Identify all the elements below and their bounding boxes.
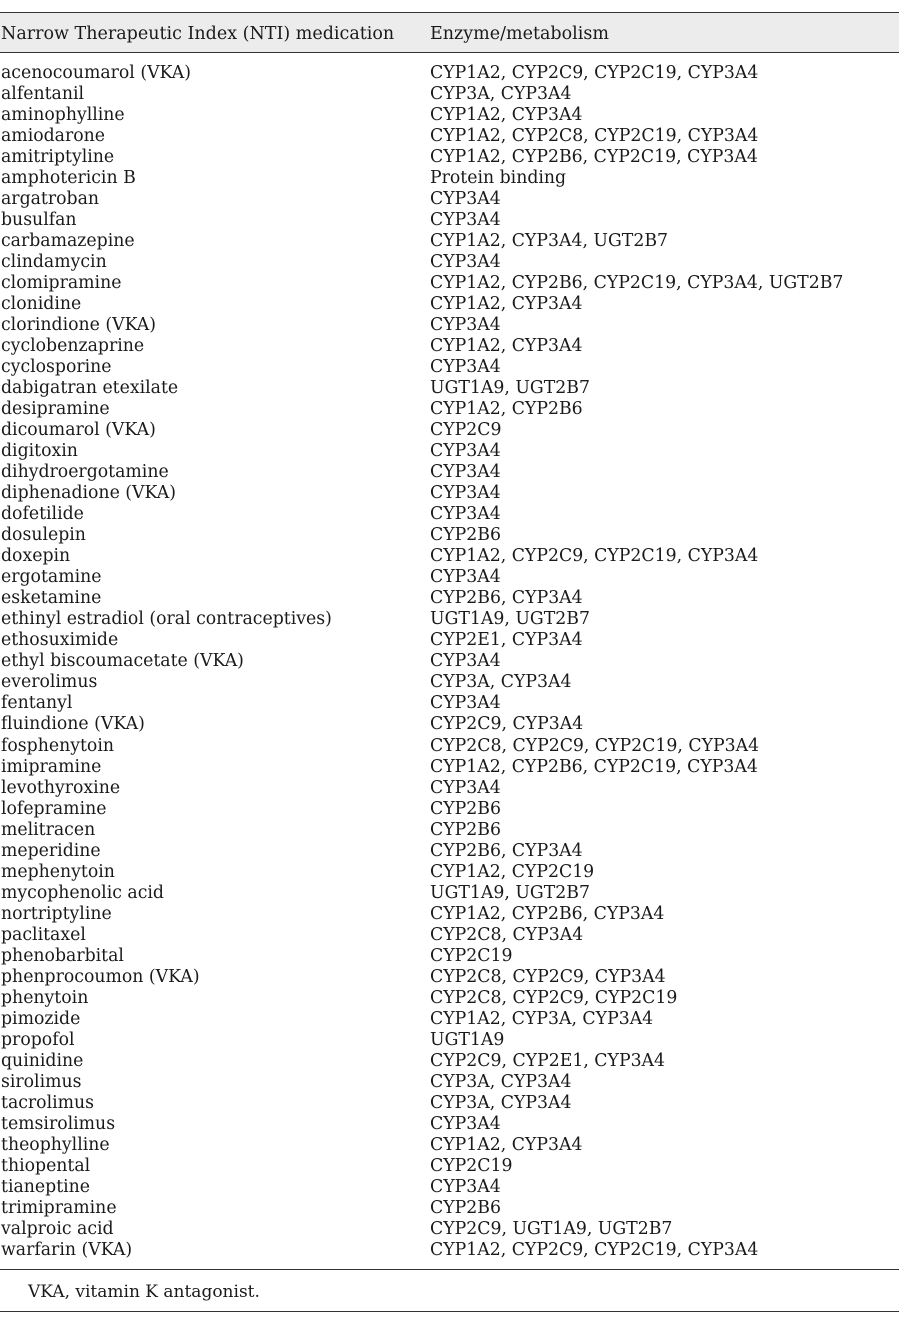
- table-row: [0, 546, 899, 567]
- medication-cell: digitoxin: [1, 441, 78, 462]
- medication-cell: mephenytoin: [1, 861, 115, 882]
- table-header: [0, 13, 899, 53]
- enzyme-cell: CYP3A4: [430, 483, 501, 504]
- table-row: [0, 841, 899, 862]
- table-body: [0, 53, 899, 1261]
- table-row: [0, 483, 899, 504]
- medication-cell: thiopental: [1, 1155, 91, 1176]
- enzyme-cell: CYP1A2, CYP2B6, CYP2C19, CYP3A4: [430, 756, 758, 777]
- medication-cell: aminophylline: [1, 105, 125, 126]
- enzyme-cell: CYP1A2, CYP2B6, CYP2C19, CYP3A4, UGT2B7: [430, 273, 844, 294]
- table-row: [0, 357, 899, 378]
- enzyme-cell: CYP2B6: [430, 1197, 501, 1218]
- table-row: [0, 988, 899, 1009]
- enzyme-cell: CYP1A2, CYP3A4, UGT2B7: [430, 231, 669, 252]
- enzyme-cell: CYP2C8, CYP3A4: [430, 924, 584, 945]
- medication-cell: dofetilide: [1, 504, 84, 525]
- enzyme-cell: CYP1A2, CYP2B6, CYP2C19, CYP3A4: [430, 147, 758, 168]
- medication-cell: phenobarbital: [1, 945, 124, 966]
- enzyme-cell: CYP1A2, CYP3A4: [430, 105, 583, 126]
- table-row: [0, 336, 899, 357]
- enzyme-cell: CYP1A2, CYP3A4: [430, 294, 583, 315]
- medication-cell: acenocoumarol (VKA): [1, 63, 191, 83]
- medication-cell: amitriptyline: [1, 147, 115, 168]
- header-medication: Narrow Therapeutic Index (NTI) medication: [1, 24, 395, 44]
- table-row: [0, 1219, 899, 1240]
- medication-cell: theophylline: [1, 1134, 110, 1155]
- medication-cell: diphenadione (VKA): [1, 483, 176, 504]
- medication-cell: dabigatran etexilate: [1, 378, 179, 399]
- enzyme-cell: CYP3A4: [430, 567, 501, 588]
- enzyme-cell: CYP2B6, CYP3A4: [430, 588, 583, 609]
- table-row: [0, 714, 899, 735]
- medication-cell: propofol: [1, 1029, 75, 1050]
- table-row: [0, 1135, 899, 1156]
- medication-cell: dihydroergotamine: [1, 462, 169, 483]
- medication-cell: lofepramine: [1, 798, 107, 819]
- medication-cell: temsirolimus: [1, 1113, 116, 1134]
- enzyme-cell: CYP3A4: [430, 210, 501, 231]
- medication-cell: desipramine: [1, 399, 110, 420]
- enzyme-cell: CYP1A2, CYP2C9, CYP2C19, CYP3A4: [430, 63, 759, 83]
- table-row: [0, 630, 899, 651]
- medication-cell: ethinyl estradiol (oral contraceptives): [1, 609, 332, 630]
- table-row: [0, 1072, 899, 1093]
- medication-cell: dicoumarol (VKA): [1, 420, 156, 441]
- enzyme-cell: CYP3A, CYP3A4: [430, 1071, 572, 1092]
- medication-cell: fluindione (VKA): [1, 714, 145, 735]
- enzyme-cell: CYP3A4: [430, 1113, 501, 1134]
- table-row: [0, 105, 899, 126]
- enzyme-cell: CYP1A2, CYP2B6, CYP3A4: [430, 903, 665, 924]
- table-row: [0, 862, 899, 883]
- table-row: [0, 189, 899, 210]
- enzyme-cell: CYP3A4: [430, 777, 501, 798]
- enzyme-cell: CYP2E1, CYP3A4: [430, 630, 583, 651]
- table-row: [0, 736, 899, 757]
- medication-cell: quinidine: [1, 1050, 84, 1071]
- enzyme-cell: CYP3A4: [430, 651, 501, 672]
- table-row: [0, 84, 899, 105]
- medication-cell: mycophenolic acid: [1, 882, 164, 903]
- medication-cell: imipramine: [1, 756, 102, 777]
- table-row: [0, 1009, 899, 1030]
- table-row: [0, 1198, 899, 1219]
- medication-cell: clonidine: [1, 294, 82, 315]
- table-row: [0, 883, 899, 904]
- medication-cell: dosulepin: [1, 525, 86, 546]
- table-row: [0, 273, 899, 294]
- table-row: [0, 462, 899, 483]
- table-row: [0, 378, 899, 399]
- enzyme-cell: CYP1A2, CYP2B6: [430, 399, 583, 420]
- medication-cell: clindamycin: [1, 252, 107, 273]
- table-row: [0, 147, 899, 168]
- footnote-text: VKA, vitamin K antagonist.: [28, 1282, 260, 1302]
- table-row: [0, 504, 899, 525]
- enzyme-cell: CYP2B6, CYP3A4: [430, 840, 583, 861]
- table-row: [0, 820, 899, 841]
- table-row: [0, 946, 899, 967]
- medication-cell: cyclobenzaprine: [1, 336, 145, 357]
- medication-cell: warfarin (VKA): [1, 1239, 133, 1260]
- table-row: [0, 315, 899, 336]
- enzyme-cell: CYP3A4: [430, 357, 501, 378]
- medication-cell: cyclosporine: [1, 357, 112, 378]
- enzyme-cell: UGT1A9, UGT2B7: [430, 378, 590, 399]
- table-row: [0, 1240, 899, 1261]
- medication-cell: phenytoin: [1, 987, 89, 1008]
- enzyme-cell: CYP2C9, UGT1A9, UGT2B7: [430, 1218, 673, 1239]
- table-row: [0, 210, 899, 231]
- medication-cell: alfentanil: [1, 84, 85, 105]
- table-row: [0, 63, 899, 84]
- medication-cell: amiodarone: [1, 126, 106, 147]
- medication-cell: ethosuximide: [1, 630, 119, 651]
- enzyme-cell: UGT1A9, UGT2B7: [430, 609, 590, 630]
- table-bottom-rule: [0, 1269, 899, 1270]
- nti-medication-table: [0, 12, 899, 1270]
- enzyme-cell: CYP2B6: [430, 798, 501, 819]
- medication-cell: amphotericin B: [1, 168, 136, 189]
- enzyme-cell: CYP1A2, CYP2C8, CYP2C19, CYP3A4: [430, 126, 759, 147]
- header-enzyme: Enzyme/metabolism: [430, 24, 609, 44]
- table-row: [0, 126, 899, 147]
- table-row: [0, 967, 899, 988]
- enzyme-cell: CYP1A2, CYP3A, CYP3A4: [430, 1008, 654, 1029]
- enzyme-cell: UGT1A9, UGT2B7: [430, 882, 590, 903]
- table-row: [0, 925, 899, 946]
- enzyme-cell: CYP2C8, CYP2C9, CYP2C19: [430, 987, 678, 1008]
- enzyme-cell: CYP2C19: [430, 945, 513, 966]
- enzyme-cell: CYP3A4: [430, 1176, 501, 1197]
- table-row: [0, 1177, 899, 1198]
- medication-cell: fosphenytoin: [1, 735, 114, 756]
- table-row: [0, 799, 899, 820]
- medication-cell: sirolimus: [1, 1071, 82, 1092]
- table-row: [0, 294, 899, 315]
- table-row: [0, 252, 899, 273]
- enzyme-cell: CYP2B6: [430, 525, 501, 546]
- medication-cell: argatroban: [1, 189, 100, 210]
- table-row: [0, 1030, 899, 1051]
- medication-cell: levothyroxine: [1, 777, 121, 798]
- enzyme-cell: Protein binding: [430, 168, 567, 189]
- table-row: [0, 778, 899, 799]
- enzyme-cell: CYP3A4: [430, 441, 501, 462]
- enzyme-cell: CYP3A4: [430, 189, 501, 210]
- medication-cell: nortriptyline: [1, 903, 112, 924]
- table-row: [0, 651, 899, 672]
- table-row: [0, 609, 899, 630]
- medication-cell: pimozide: [1, 1008, 81, 1029]
- table-row: [0, 904, 899, 925]
- medication-cell: ergotamine: [1, 567, 102, 588]
- table-row: [0, 1156, 899, 1177]
- enzyme-cell: CYP2C9, CYP2E1, CYP3A4: [430, 1050, 666, 1071]
- table-footnote: [0, 1271, 899, 1312]
- enzyme-cell: CYP2C8, CYP2C9, CYP2C19, CYP3A4: [430, 735, 760, 756]
- table-row: [0, 693, 899, 714]
- medication-cell: trimipramine: [1, 1197, 117, 1218]
- table-row: [0, 588, 899, 609]
- enzyme-cell: CYP3A, CYP3A4: [430, 672, 572, 693]
- enzyme-cell: CYP3A4: [430, 252, 501, 273]
- medication-cell: fentanyl: [1, 693, 73, 714]
- medication-cell: everolimus: [1, 672, 98, 693]
- medication-cell: phenprocoumon (VKA): [1, 966, 200, 987]
- table-row: [0, 525, 899, 546]
- enzyme-cell: CYP2B6: [430, 819, 501, 840]
- table-row: [0, 757, 899, 778]
- enzyme-cell: CYP1A2, CYP2C9, CYP2C19, CYP3A4: [430, 1239, 759, 1260]
- table-row: [0, 231, 899, 252]
- enzyme-cell: CYP3A4: [430, 693, 501, 714]
- table-row: [0, 567, 899, 588]
- table-row: [0, 441, 899, 462]
- medication-cell: doxepin: [1, 546, 71, 567]
- table-row: [0, 1114, 899, 1135]
- medication-cell: paclitaxel: [1, 924, 86, 945]
- medication-cell: melitracen: [1, 819, 96, 840]
- medication-cell: ethyl biscoumacetate (VKA): [1, 651, 244, 672]
- medication-cell: esketamine: [1, 588, 102, 609]
- enzyme-cell: CYP1A2, CYP3A4: [430, 1134, 583, 1155]
- enzyme-cell: CYP2C8, CYP2C9, CYP3A4: [430, 966, 666, 987]
- medication-cell: meperidine: [1, 840, 101, 861]
- enzyme-cell: CYP3A4: [430, 504, 501, 525]
- medication-cell: tianeptine: [1, 1176, 91, 1197]
- enzyme-cell: CYP1A2, CYP3A4: [430, 336, 583, 357]
- table-row: [0, 168, 899, 189]
- medication-cell: clomipramine: [1, 273, 122, 294]
- enzyme-cell: CYP3A4: [430, 462, 501, 483]
- enzyme-cell: CYP3A, CYP3A4: [430, 1092, 572, 1113]
- enzyme-cell: CYP1A2, CYP2C19: [430, 861, 595, 882]
- enzyme-cell: CYP3A4: [430, 315, 501, 336]
- enzyme-cell: UGT1A9: [430, 1029, 505, 1050]
- enzyme-cell: CYP1A2, CYP2C9, CYP2C19, CYP3A4: [430, 546, 759, 567]
- enzyme-cell: CYP2C9: [430, 420, 502, 441]
- medication-cell: carbamazepine: [1, 231, 135, 252]
- medication-cell: clorindione (VKA): [1, 315, 157, 336]
- table-row: [0, 399, 899, 420]
- medication-cell: busulfan: [1, 210, 77, 231]
- medication-cell: tacrolimus: [1, 1092, 95, 1113]
- enzyme-cell: CYP2C9, CYP3A4: [430, 714, 584, 735]
- medication-cell: valproic acid: [1, 1218, 114, 1239]
- table-row: [0, 1051, 899, 1072]
- enzyme-cell: CYP2C19: [430, 1155, 513, 1176]
- table-row: [0, 420, 899, 441]
- table-row: [0, 1093, 899, 1114]
- enzyme-cell: CYP3A, CYP3A4: [430, 84, 572, 105]
- table-row: [0, 672, 899, 693]
